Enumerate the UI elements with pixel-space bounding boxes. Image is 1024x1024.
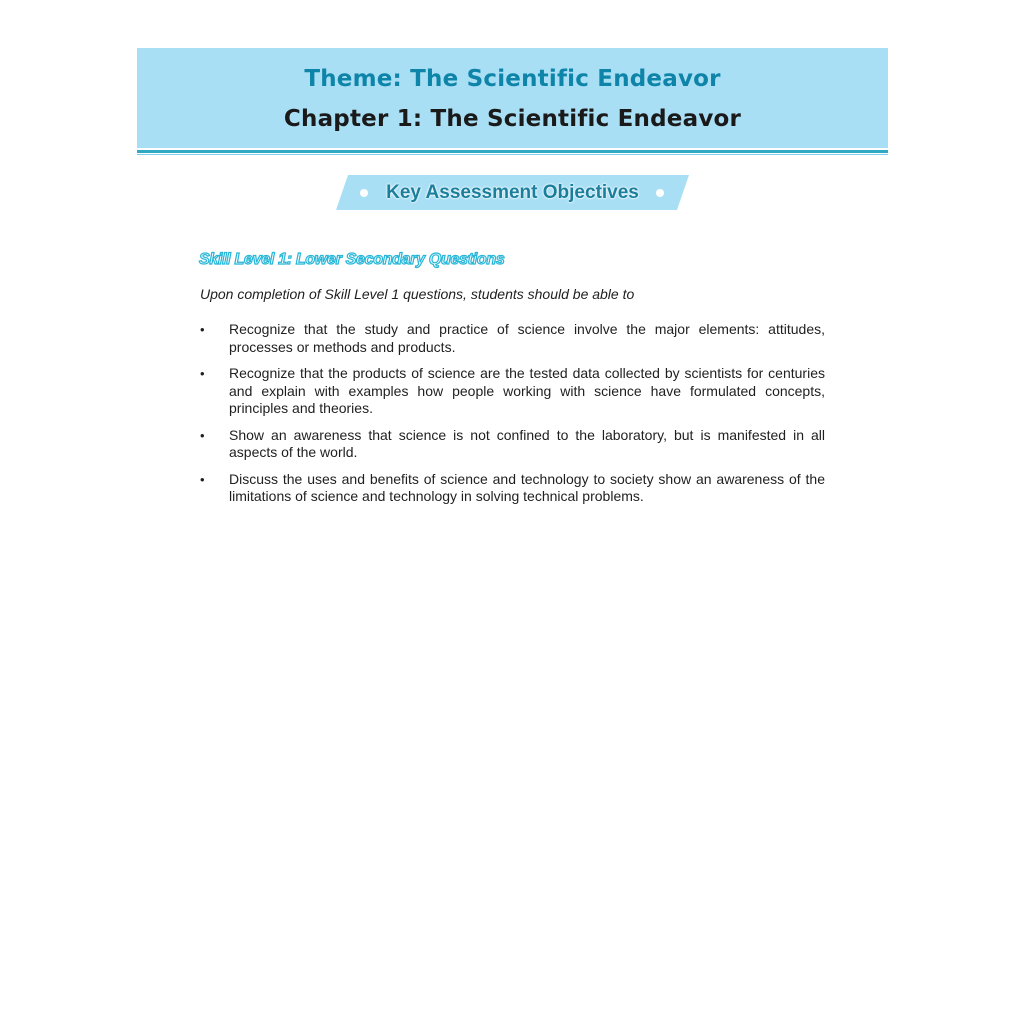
key-objectives-banner bbox=[336, 175, 689, 210]
header-rule-thin bbox=[137, 154, 888, 155]
intro-text: Upon completion of Skill Level 1 questions, students should be able to bbox=[200, 286, 635, 302]
list-item bbox=[200, 427, 825, 462]
list-item-text: Show an awareness that science is not confined to the laboratory, but is manifested in all aspects of the world. bbox=[229, 426, 825, 460]
objectives-list bbox=[200, 321, 825, 515]
chapter-title: Chapter 1: The Scientific Endeavor bbox=[283, 106, 742, 132]
bullet-icon: • bbox=[200, 322, 205, 337]
header-band bbox=[137, 48, 888, 148]
key-objectives-label: Key Assessment Objectives bbox=[386, 182, 639, 203]
list-item-text: Discuss the uses and benefits of science and technology to society show an awareness of the limitations of science and technology in solving technical problems. bbox=[229, 470, 825, 504]
list-item-text: Recognize that the products of science are the tested data collected by scientists for centuries and explain with examples how people working with science have formulated concepts, principles and theories. bbox=[229, 365, 825, 416]
list-item bbox=[200, 365, 825, 418]
list-item-text: Recognize that the study and practice of science involve the major elements: attitudes, processes or methods and products. bbox=[229, 321, 825, 355]
bullet-icon: • bbox=[200, 427, 205, 443]
header-rule bbox=[137, 150, 888, 153]
bullet-icon: • bbox=[200, 471, 205, 487]
skill-level-heading: Skill Level 1: Lower Secondary Questions bbox=[199, 251, 505, 268]
list-item bbox=[200, 321, 825, 356]
bullet-icon: • bbox=[200, 366, 205, 381]
list-item bbox=[200, 471, 825, 506]
theme-title: Theme: The Scientific Endeavor bbox=[304, 66, 721, 92]
